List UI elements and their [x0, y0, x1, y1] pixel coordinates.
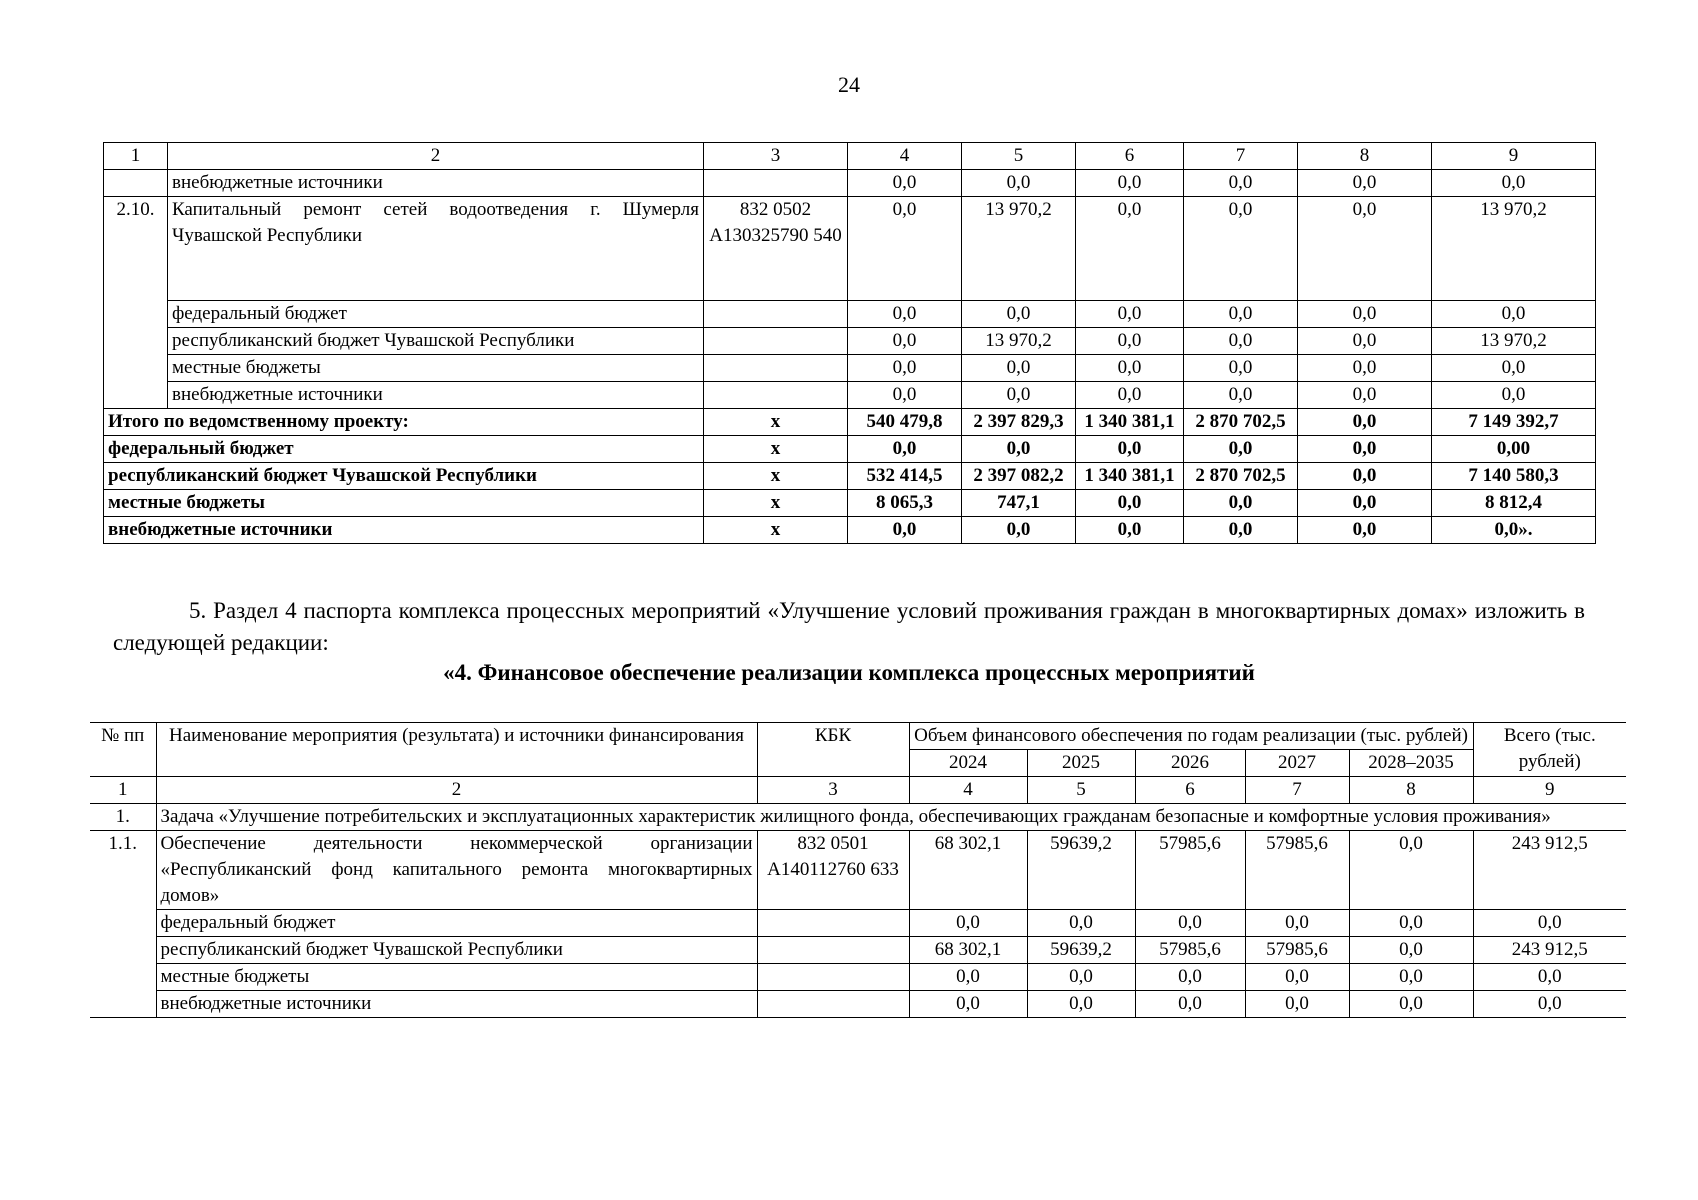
row-value: 57985,6	[1245, 937, 1349, 964]
total-row	[104, 463, 1596, 490]
header-cell: 9	[1432, 143, 1596, 170]
section-title: «4. Финансовое обеспечение реализации комплекса процессных мероприятий	[443, 660, 1255, 685]
row-value: 0,0	[1027, 991, 1135, 1018]
row-kbk	[704, 382, 848, 409]
index-cell: 2	[156, 777, 757, 804]
task-number: 1.	[90, 804, 156, 831]
header-cell: 3	[704, 143, 848, 170]
total-kbk: х	[704, 517, 848, 544]
row-value: 0,0	[1027, 964, 1135, 991]
row-value: 0,0	[1027, 910, 1135, 937]
header-cell: 7	[1184, 143, 1298, 170]
table-row	[104, 355, 1596, 382]
table-header-row	[104, 143, 1596, 170]
header-name: Наименование мероприятия (результата) и источники финансирования	[156, 723, 757, 777]
departmental-project-table	[103, 142, 1596, 544]
header-year: 2027	[1245, 750, 1349, 777]
header-cell: 2	[168, 143, 704, 170]
row-value: 0,0	[1298, 328, 1432, 355]
total-value: 0,0	[848, 436, 962, 463]
total-row	[104, 436, 1596, 463]
row-name: Капитальный ремонт сетей водоотведения г. Шумерля Чувашской Республики	[168, 197, 704, 301]
total-value: 0,0	[1184, 436, 1298, 463]
row-kbk	[757, 910, 909, 937]
header-cell: 1	[104, 143, 168, 170]
table-row	[104, 170, 1596, 197]
header-cell: 6	[1076, 143, 1184, 170]
process-measures-table	[90, 722, 1626, 1018]
row-value: 0,0	[1135, 910, 1245, 937]
index-cell: 6	[1135, 777, 1245, 804]
total-value: 2 397 829,3	[962, 409, 1076, 436]
total-value: 7 149 392,7	[1432, 409, 1596, 436]
row-value: 13 970,2	[962, 328, 1076, 355]
header-total: Всего (тыс. рублей)	[1473, 723, 1626, 777]
row-name: местные бюджеты	[156, 964, 757, 991]
row-value: 0,0	[1245, 964, 1349, 991]
row-value: 0,0	[1432, 355, 1596, 382]
row-value: 0,0	[1349, 964, 1473, 991]
total-row	[104, 490, 1596, 517]
row-value: 0,0	[962, 382, 1076, 409]
row-name: республиканский бюджет Чувашской Республики	[168, 328, 704, 355]
total-value: 2 397 082,2	[962, 463, 1076, 490]
header-year: 2028–2035	[1349, 750, 1473, 777]
total-row	[104, 409, 1596, 436]
row-value: 0,0	[1298, 301, 1432, 328]
row-kbk	[704, 170, 848, 197]
total-value: 0,0	[1184, 517, 1298, 544]
row-value: 0,0	[909, 964, 1027, 991]
row-name: республиканский бюджет Чувашской Республики	[156, 937, 757, 964]
row-value: 0,0	[1076, 197, 1184, 301]
table-header-row	[90, 723, 1626, 750]
total-value: 0,0	[962, 436, 1076, 463]
row-value: 0,0	[1349, 831, 1473, 910]
header-year: 2025	[1027, 750, 1135, 777]
total-name: местные бюджеты	[104, 490, 704, 517]
total-value: 0,0	[1076, 436, 1184, 463]
total-value: 747,1	[962, 490, 1076, 517]
row-value: 0,0	[1184, 170, 1298, 197]
row-value: 0,0	[962, 170, 1076, 197]
table-row	[90, 831, 1626, 910]
row-value: 0,0	[1432, 301, 1596, 328]
row-value: 59639,2	[1027, 937, 1135, 964]
row-value: 0,0	[1432, 382, 1596, 409]
row-value: 0,0	[1184, 382, 1298, 409]
row-value: 0,0	[1184, 301, 1298, 328]
page-number: 24	[838, 72, 860, 97]
total-name: Итого по ведомственному проекту:	[104, 409, 704, 436]
row-name: внебюджетные источники	[168, 170, 704, 197]
total-value: 0,0	[1076, 490, 1184, 517]
total-value: 0,0	[1298, 409, 1432, 436]
total-value: 0,0	[962, 517, 1076, 544]
index-cell: 1	[90, 777, 156, 804]
row-name: внебюджетные источники	[156, 991, 757, 1018]
total-value: 2 870 702,5	[1184, 463, 1298, 490]
row-value: 0,0	[1076, 382, 1184, 409]
row-value: 0,0	[848, 355, 962, 382]
total-value: 0,0	[1184, 490, 1298, 517]
total-value: 532 414,5	[848, 463, 962, 490]
row-name: Обеспечение деятельности некоммерческой организации «Республиканский фонд капитального ремонта многоквартирных домов»	[156, 831, 757, 910]
row-value: 0,0	[1432, 170, 1596, 197]
total-value: 0,0	[1076, 517, 1184, 544]
row-value: 57985,6	[1245, 831, 1349, 910]
row-kbk	[704, 328, 848, 355]
row-value: 0,0	[848, 301, 962, 328]
row-number	[104, 170, 168, 197]
row-kbk	[757, 937, 909, 964]
total-kbk: х	[704, 463, 848, 490]
total-value: 1 340 381,1	[1076, 463, 1184, 490]
row-value: 0,0	[848, 328, 962, 355]
row-value: 0,0	[1473, 991, 1626, 1018]
row-value: 13 970,2	[1432, 328, 1596, 355]
row-kbk: 832 0501 А140112760 633	[757, 831, 909, 910]
total-value: 2 870 702,5	[1184, 409, 1298, 436]
row-kbk	[704, 355, 848, 382]
total-kbk: х	[704, 436, 848, 463]
row-value: 0,0	[1298, 355, 1432, 382]
row-value: 68 302,1	[909, 937, 1027, 964]
header-kbk: КБК	[757, 723, 909, 777]
row-value: 0,0	[1349, 991, 1473, 1018]
row-value: 0,0	[1349, 910, 1473, 937]
row-value: 0,0	[1349, 937, 1473, 964]
row-value: 0,0	[1076, 328, 1184, 355]
table-row	[90, 910, 1626, 937]
table-row	[90, 937, 1626, 964]
row-name: федеральный бюджет	[168, 301, 704, 328]
total-kbk: х	[704, 490, 848, 517]
row-value: 0,0	[848, 382, 962, 409]
row-value: 0,0	[1076, 170, 1184, 197]
row-number: 2.10.	[104, 197, 168, 409]
total-value: 540 479,8	[848, 409, 962, 436]
row-kbk	[704, 301, 848, 328]
index-cell: 8	[1349, 777, 1473, 804]
total-value: 0,0	[848, 517, 962, 544]
table-row	[104, 301, 1596, 328]
task-row	[90, 804, 1626, 831]
total-value: 0,0	[1298, 436, 1432, 463]
row-value: 0,0	[848, 197, 962, 301]
row-name: местные бюджеты	[168, 355, 704, 382]
index-cell: 4	[909, 777, 1027, 804]
header-year: 2024	[909, 750, 1027, 777]
table-row	[104, 197, 1596, 301]
amendment-paragraph: 5. Раздел 4 паспорта комплекса процессных мероприятий «Улучшение условий проживания граждан в многоквартирных домах» изложить в следующей редакции:	[113, 598, 1585, 655]
row-value: 0,0	[1076, 355, 1184, 382]
row-value: 0,0	[1245, 991, 1349, 1018]
total-name: федеральный бюджет	[104, 436, 704, 463]
row-value: 0,0	[1184, 197, 1298, 301]
row-value: 13 970,2	[1432, 197, 1596, 301]
table-row	[104, 382, 1596, 409]
index-cell: 9	[1473, 777, 1626, 804]
row-value: 0,0	[1135, 991, 1245, 1018]
row-value: 0,0	[962, 355, 1076, 382]
row-value: 0,0	[1298, 382, 1432, 409]
row-value: 0,0	[909, 991, 1027, 1018]
row-value: 57985,6	[1135, 831, 1245, 910]
row-value: 0,0	[1298, 170, 1432, 197]
table-row	[90, 964, 1626, 991]
index-cell: 5	[1027, 777, 1135, 804]
task-text: Задача «Улучшение потребительских и эксплуатационных характеристик жилищного фонда, обеспечивающих гражданам безопасные и комфортные условия проживания»	[156, 804, 1626, 831]
row-value: 59639,2	[1027, 831, 1135, 910]
header-num: № пп	[90, 723, 156, 777]
total-name: внебюджетные источники	[104, 517, 704, 544]
row-name: внебюджетные источники	[168, 382, 704, 409]
header-volume: Объем финансового обеспечения по годам реализации (тыс. рублей)	[909, 723, 1473, 750]
header-cell: 8	[1298, 143, 1432, 170]
row-value: 0,0	[1135, 964, 1245, 991]
table-row	[104, 328, 1596, 355]
total-value: 0,0».	[1432, 517, 1596, 544]
header-cell: 5	[962, 143, 1076, 170]
total-value: 0,00	[1432, 436, 1596, 463]
row-value: 243 912,5	[1473, 937, 1626, 964]
row-number: 1.1.	[90, 831, 156, 1018]
table-index-row	[90, 777, 1626, 804]
row-value: 0,0	[1184, 355, 1298, 382]
index-cell: 3	[757, 777, 909, 804]
row-kbk	[757, 964, 909, 991]
table-row	[90, 991, 1626, 1018]
total-value: 1 340 381,1	[1076, 409, 1184, 436]
total-value: 8 812,4	[1432, 490, 1596, 517]
row-value: 0,0	[909, 910, 1027, 937]
header-cell: 4	[848, 143, 962, 170]
row-value: 0,0	[848, 170, 962, 197]
row-kbk	[757, 991, 909, 1018]
total-value: 0,0	[1298, 463, 1432, 490]
row-value: 243 912,5	[1473, 831, 1626, 910]
total-value: 0,0	[1298, 490, 1432, 517]
total-name: республиканский бюджет Чувашской Республики	[104, 463, 704, 490]
row-value: 57985,6	[1135, 937, 1245, 964]
row-value: 0,0	[1245, 910, 1349, 937]
total-kbk: х	[704, 409, 848, 436]
row-value: 0,0	[1473, 964, 1626, 991]
row-value: 68 302,1	[909, 831, 1027, 910]
index-cell: 7	[1245, 777, 1349, 804]
row-value: 13 970,2	[962, 197, 1076, 301]
row-value: 0,0	[962, 301, 1076, 328]
total-row	[104, 517, 1596, 544]
row-name: федеральный бюджет	[156, 910, 757, 937]
row-value: 0,0	[1076, 301, 1184, 328]
row-value: 0,0	[1184, 328, 1298, 355]
row-kbk: 832 0502 А130325790 540	[704, 197, 848, 301]
total-value: 0,0	[1298, 517, 1432, 544]
total-value: 7 140 580,3	[1432, 463, 1596, 490]
row-value: 0,0	[1298, 197, 1432, 301]
header-year: 2026	[1135, 750, 1245, 777]
row-value: 0,0	[1473, 910, 1626, 937]
total-value: 8 065,3	[848, 490, 962, 517]
